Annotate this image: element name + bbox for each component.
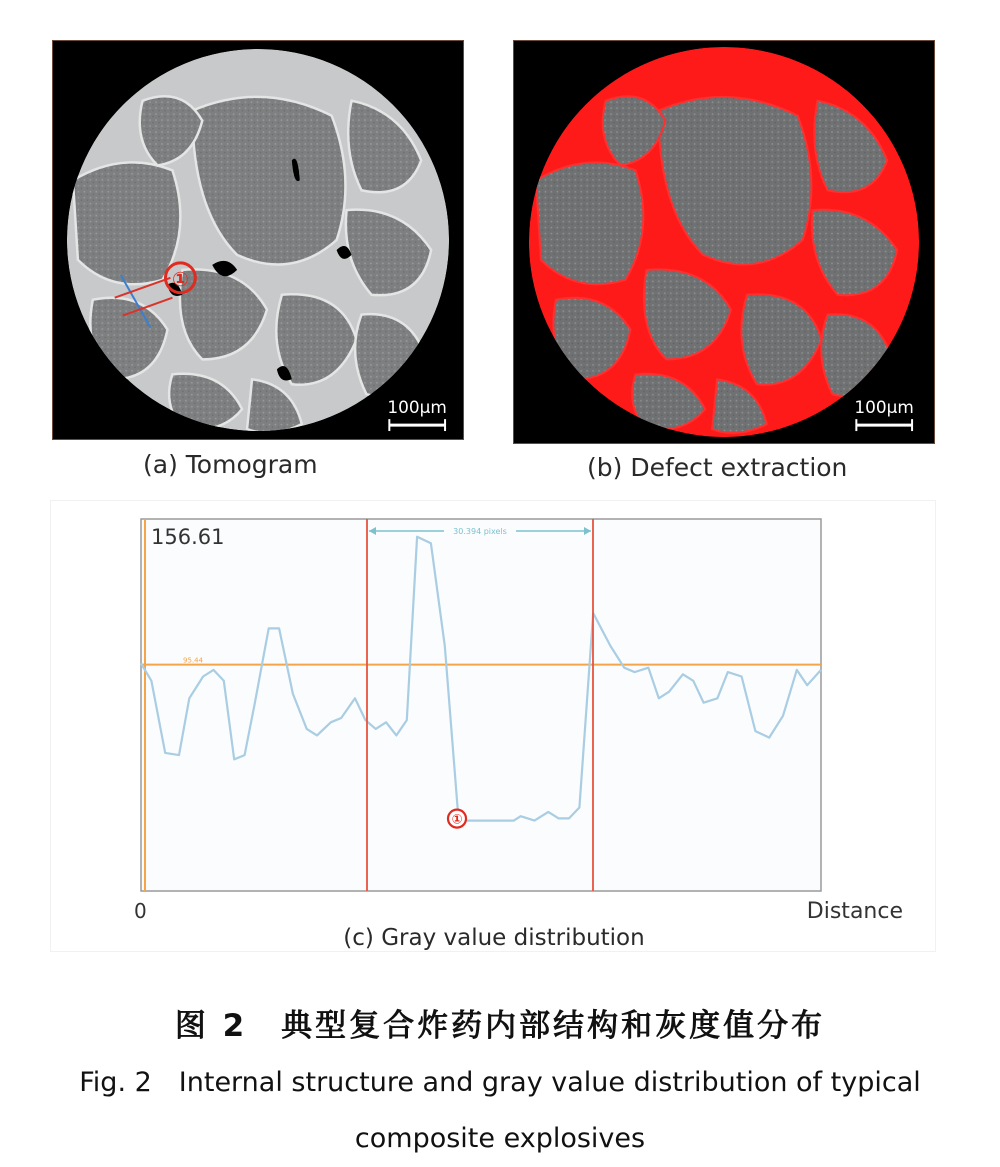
peak-value-label: 156.61: [151, 525, 225, 549]
chart-marker-label: ①: [451, 812, 463, 828]
tomogram-image: [52, 40, 464, 440]
panel-b-caption: (b) Defect extraction: [587, 453, 848, 482]
plot-frame: [141, 519, 821, 891]
figure-title-en: [0, 1055, 1000, 1167]
x-origin-label: 0: [134, 899, 147, 923]
figure-title-en-line2: composite explosives: [354, 1123, 646, 1154]
figure-title-cn: 图 2 典型复合炸药内部结构和灰度值分布: [174, 1008, 826, 1044]
mean-annotation: 95.44: [183, 656, 204, 665]
scale-bar-label-b: 100μm: [854, 397, 914, 418]
marker-label: ①: [171, 267, 189, 291]
panel-a-caption: (a) Tomogram: [143, 450, 318, 479]
panel-c-caption: (c) Gray value distribution: [343, 925, 645, 951]
gray-value-chart-panel: [50, 500, 936, 952]
x-axis-label: Distance: [806, 899, 903, 924]
scale-bar-label: 100μm: [387, 397, 447, 418]
figure-title-en-line1: Fig. 2 Internal structure and gray value distribution of typical: [79, 1067, 921, 1098]
tomogram-svg: [53, 41, 463, 439]
gray-value-chart: [51, 501, 937, 953]
defect-extraction-image: [513, 40, 935, 444]
span-annotation: 30.394 pixels: [453, 527, 507, 536]
defect-svg: [514, 41, 934, 443]
